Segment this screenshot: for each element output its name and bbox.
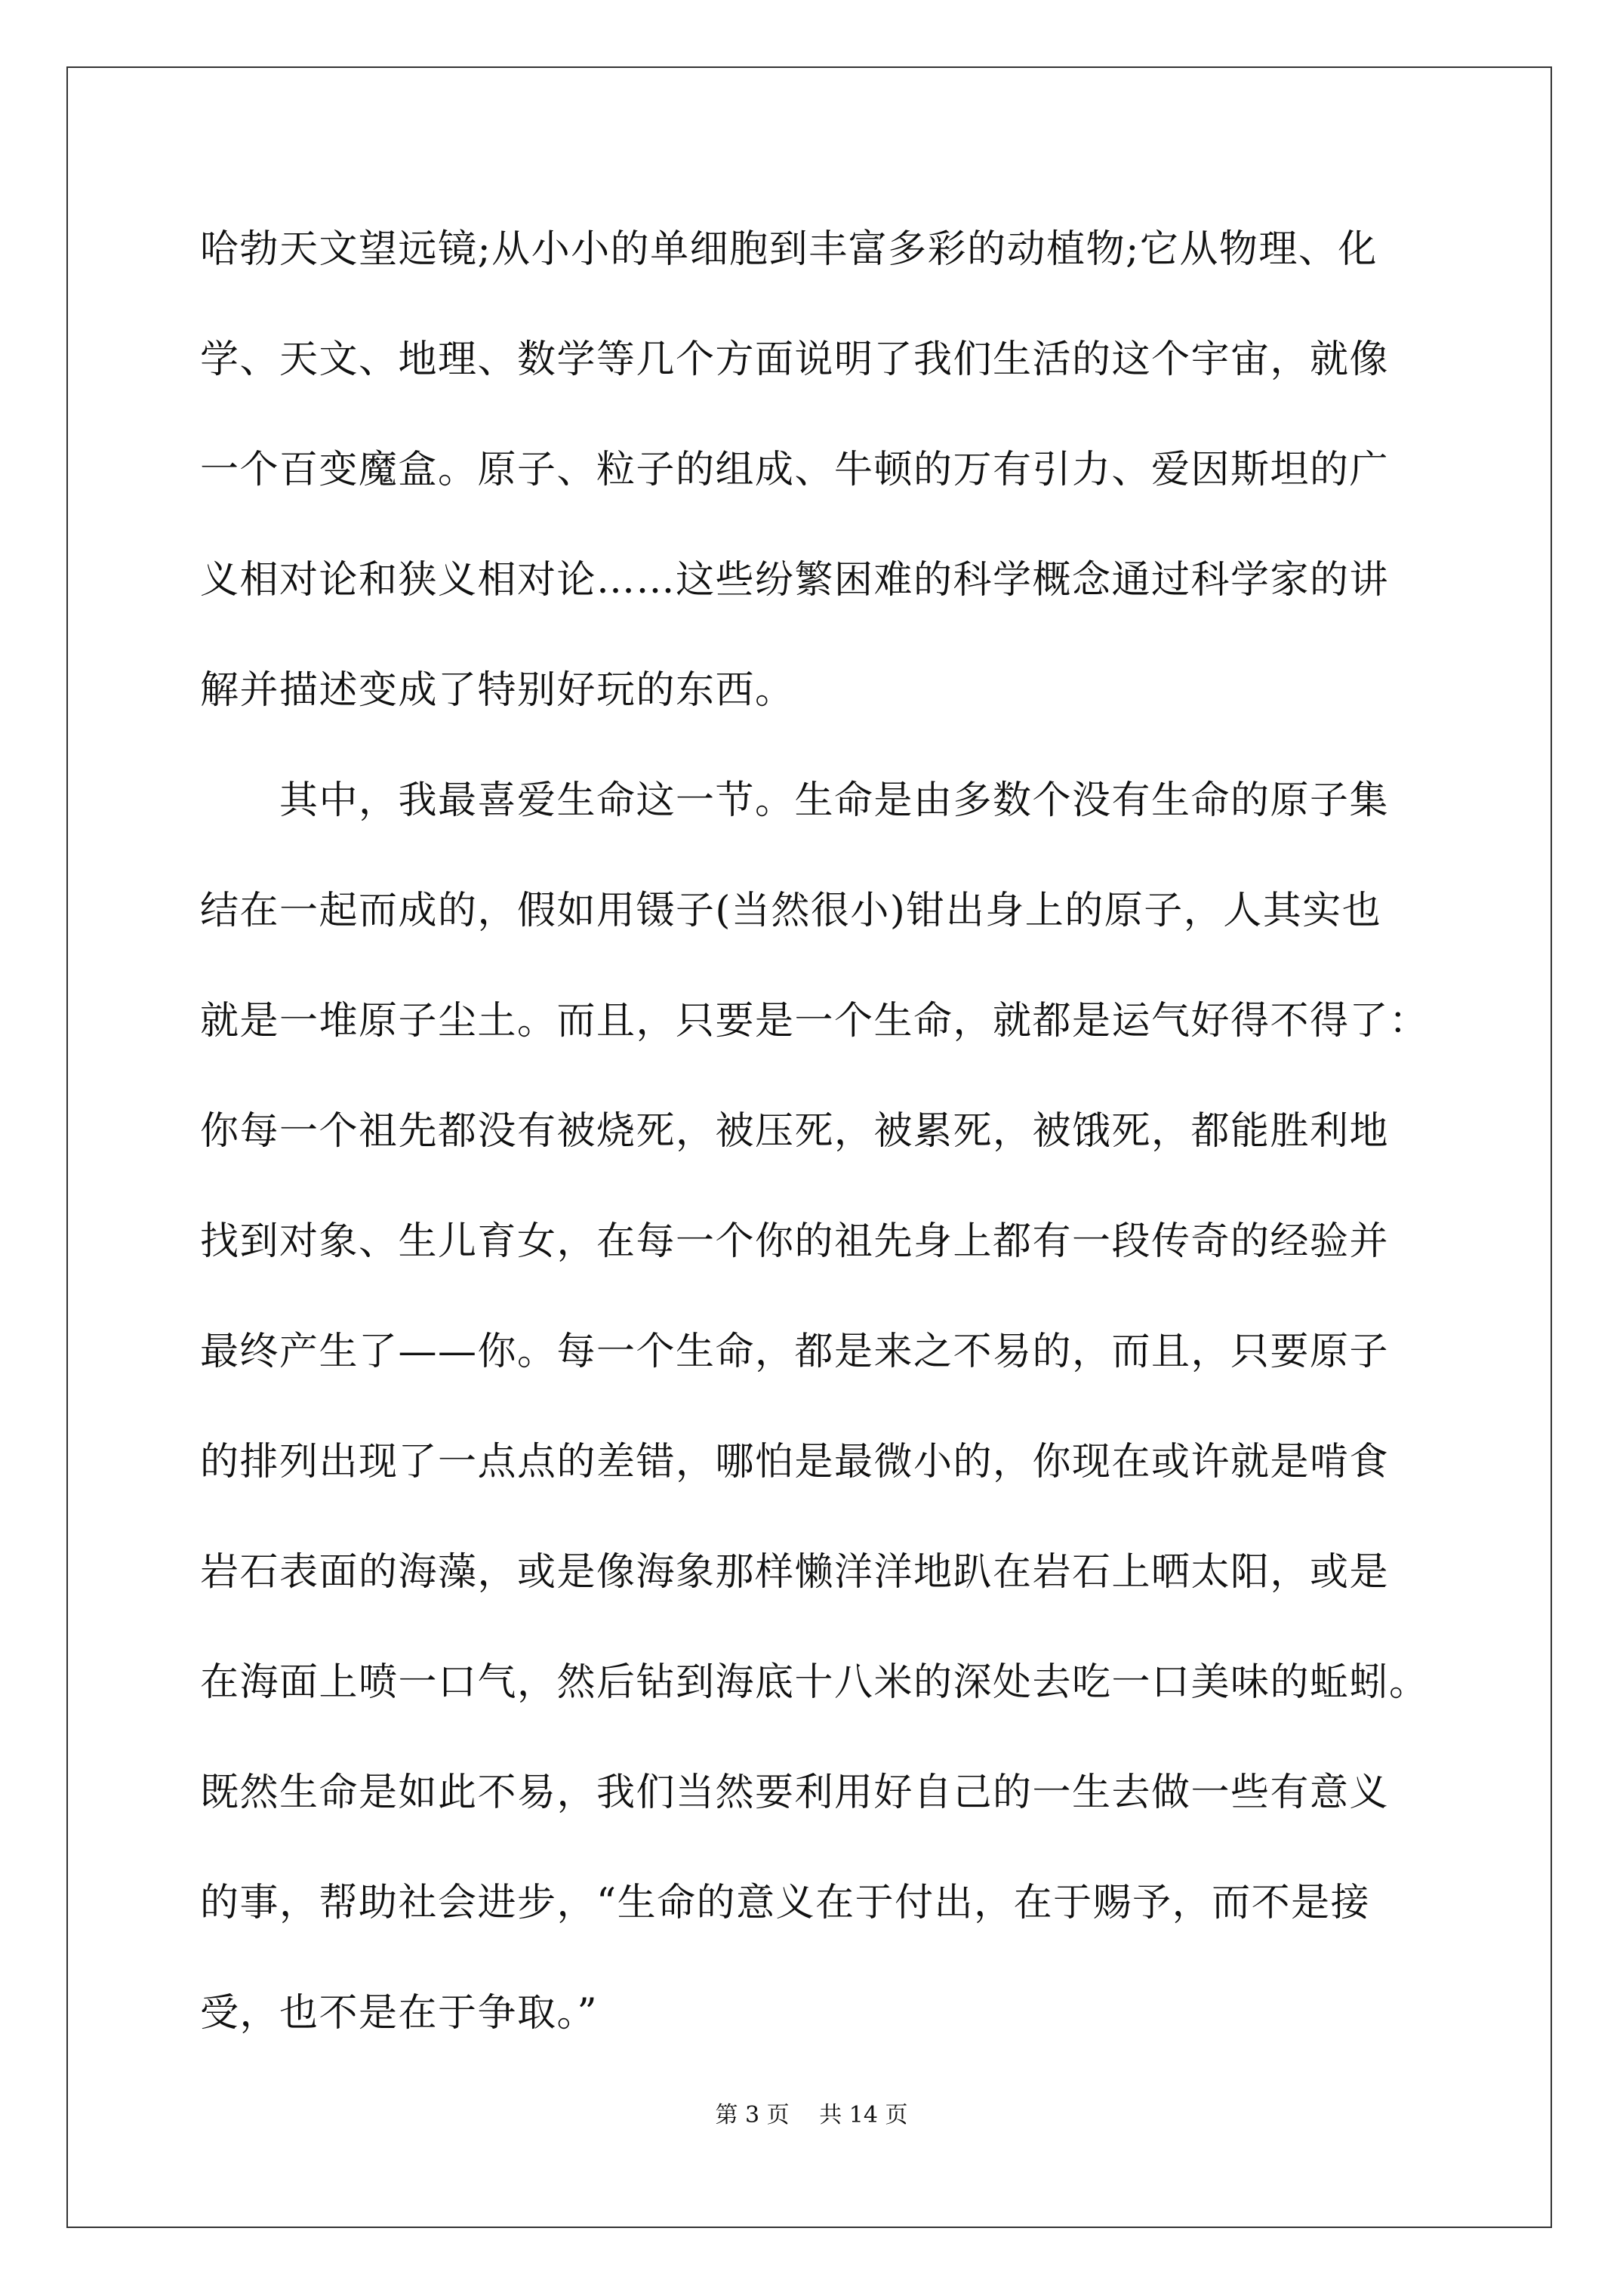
text-line: 找到对象、生儿育女，在每一个你的祖先身上都有一段传奇的经验并 bbox=[200, 1219, 1390, 1264]
text-line: 义相对论和狭义相对论……这些纷繁困难的科学概念通过科学家的讲 bbox=[200, 558, 1390, 603]
text-line: 最终产生了——你。每一个生命，都是来之不易的，而且，只要原子 bbox=[200, 1330, 1390, 1374]
text-line: 受，也不是在于争取。” bbox=[200, 1991, 599, 2036]
text-line: 既然生命是如此不易，我们当然要利用好自己的一生去做一些有意义 bbox=[200, 1771, 1390, 1815]
text-line: 哈勃天文望远镜;从小小的单细胞到丰富多彩的动植物;它从物理、化 bbox=[200, 227, 1378, 272]
text-line: 一个百变魔盒。原子、粒子的组成、牛顿的万有引力、爱因斯坦的广 bbox=[200, 448, 1390, 492]
text-line: 的排列出现了一点点的差错，哪怕是最微小的，你现在或许就是啃食 bbox=[200, 1440, 1390, 1484]
text-line: 岩石表面的海藻，或是像海象那样懒洋洋地趴在岩石上晒太阳，或是 bbox=[200, 1550, 1390, 1595]
text-line: 结在一起而成的，假如用镊子(当然很小)钳出身上的原子，人其实也 bbox=[200, 889, 1382, 933]
page-number-footer: 第 3 页 共 14 页 bbox=[715, 2102, 908, 2128]
text-line: 学、天文、地理、数学等几个方面说明了我们生活的这个宇宙，就像 bbox=[200, 337, 1390, 382]
text-line: 你每一个祖先都没有被烧死，被压死，被累死，被饿死，都能胜利地 bbox=[200, 1109, 1390, 1154]
text-line: 就是一堆原子尘土。而且，只要是一个生命，就都是运气好得不得了： bbox=[200, 999, 1429, 1043]
text-line: 在海面上喷一口气，然后钻到海底十八米的深处去吃一口美味的蚯蚓。 bbox=[200, 1660, 1429, 1705]
text-line: 解并描述变成了特别好玩的东西。 bbox=[200, 668, 795, 713]
text-line: 的事，帮助社会进步，“生命的意义在于付出，在于赐予，而不是接 bbox=[200, 1881, 1371, 1925]
paragraph-start-line: 其中，我最喜爱生命这一节。生命是由多数个没有生命的原子集 bbox=[200, 778, 1390, 823]
